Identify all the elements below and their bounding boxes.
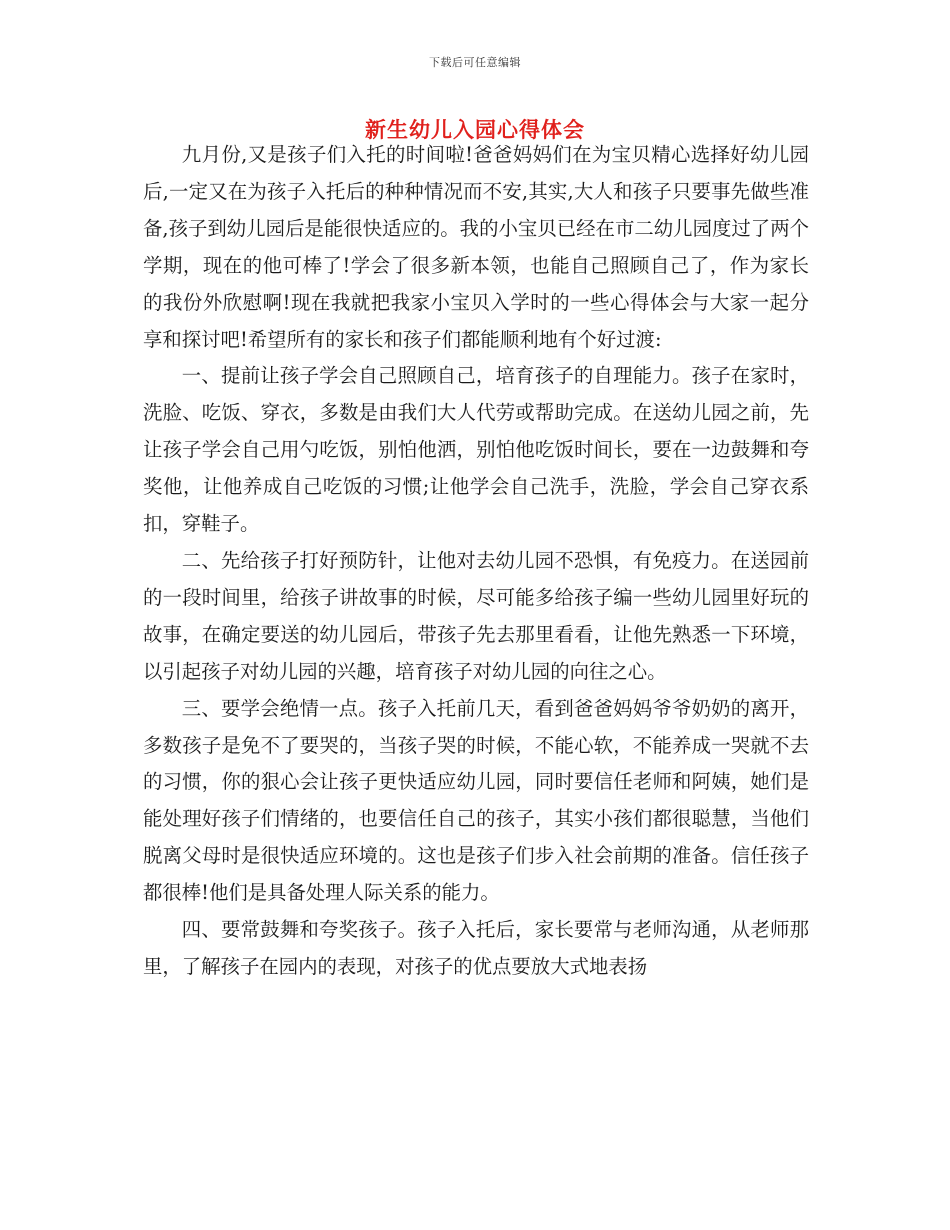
paragraph-point-3: 三、要学会绝情一点。孩子入托前几天，看到爸爸妈妈爷爷奶奶的离开，多数孩子是免不了要哭的，当孩子哭的时候，不能心软，不能养成一哭就不去的习惯，你的狠心会让孩子更快适应幼儿园，同时要信任老师和阿姨，她们是能处理好孩子们情绪的，也要信任自己的孩子，其实小孩们都很聪慧，当他们脱离父母时是很快适应环境的。这也是孩子们步入社会前期的准备。信任孩子都很棒!他们是具备处理人际关系的能力。 [143, 696, 809, 905]
document-body [143, 137, 809, 986]
paragraph-intro: 九月份,又是孩子们入托的时间啦!爸爸妈妈们在为宝贝精心选择好幼儿园后,一定又在为孩子入托后的种种情况而不安,其实,大人和孩子只要事先做些准备,孩子到幼儿园后是能很快适应的。我的小宝贝已经在市二幼儿园度过了两个学期，现在的他可棒了!学会了很多新本领，也能自己照顾自己了，作为家长的我份外欣慰啊!现在我就把我家小宝贝入学时的一些心得体会与大家一起分享和探讨吧!希望所有的家长和孩子们都能顺利地有个好过渡: [143, 143, 809, 351]
paragraph-point-2: 二、先给孩子打好预防针，让他对去幼儿园不恐惧，有免疫力。在送园前的一段时间里，给孩子讲故事的时候，尽可能多给孩子编一些幼儿园里好玩的故事，在确定要送的幼儿园后，带孩子先去那里看看，让他先熟悉一下环境，以引起孩子对幼儿园的兴趣，培育孩子对幼儿园的向往之心。 [143, 548, 809, 683]
download-editable-note: 下载后可任意编辑 [429, 56, 521, 69]
paragraph-point-4: 四、要常鼓舞和夸奖孩子。孩子入托后，家长要常与老师沟通，从老师那里，了解孩子在园内的表现，对孩子的优点要放大式地表扬 [143, 918, 809, 978]
document-title: 新生幼儿入园心得体会 [365, 117, 585, 142]
paragraph-point-1: 一、提前让孩子学会自己照顾自己，培育孩子的自理能力。孩子在家时，洗脸、吃饭、穿衣，多数是由我们大人代劳或帮助完成。在送幼儿园之前，先让孩子学会自己用勺吃饭，别怕他洒，别怕他吃饭时间长，要在一边鼓舞和夸奖他，让他养成自己吃饭的习惯;让他学会自己洗手，洗脸，学会自己穿衣系扣，穿鞋子。 [143, 364, 809, 536]
